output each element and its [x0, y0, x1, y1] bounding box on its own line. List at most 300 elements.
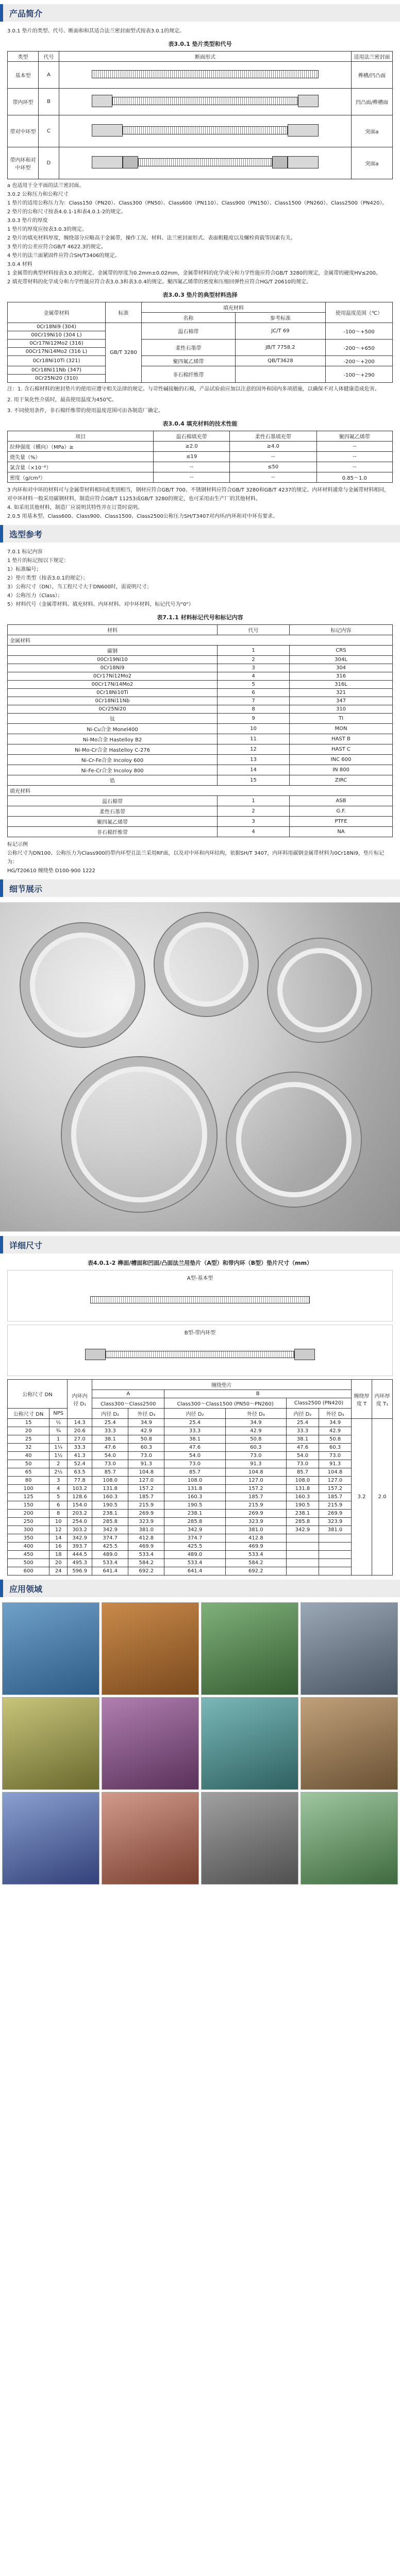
- table-cell: 469.9: [225, 1543, 286, 1551]
- table-cell: 20: [8, 1427, 49, 1435]
- table-note: 3. 不同使用条件，非石棉纤维带的使用温度范围可由各制造厂确定。: [7, 408, 163, 414]
- table-cell: 342.9: [286, 1526, 319, 1534]
- table-cell: 16: [49, 1543, 68, 1551]
- table-cell: 带内环型: [8, 89, 39, 115]
- application-image: [102, 1602, 199, 1695]
- table-cell: 1: [218, 796, 290, 806]
- table-cell: 0Cr18Ni10Ti (321): [8, 356, 106, 366]
- table-cell: 185.7: [225, 1493, 286, 1501]
- table-cell: 500: [8, 1559, 49, 1567]
- table-cell: 柔性石墨带: [8, 806, 218, 817]
- table-cell: 54.0: [164, 1452, 225, 1460]
- table-cell: G.F.: [290, 806, 393, 817]
- table-header: Class2500 (PN420): [286, 1398, 351, 1409]
- table-cell: [319, 1534, 351, 1543]
- table-cell: 0Cr25Ni20: [8, 705, 218, 714]
- table-cell: 347: [290, 697, 393, 705]
- table-cell: 0Cr18Ni9 (304): [8, 323, 106, 331]
- table-cell: 316L: [290, 681, 393, 689]
- paragraph: 2 填充带材料的化学成分和力学性能应符合表3.0.3和表3.0.4的规定。聚四氟乙烯带的密度和压缩回弹性应符合HG/T 20610的规定。: [7, 279, 312, 285]
- example-title: 标记示例: [7, 842, 28, 848]
- table-cell: PTFE: [290, 817, 393, 827]
- table-cell: [319, 1567, 351, 1575]
- table-cell: --: [316, 462, 392, 472]
- table-cell: 584.2: [128, 1559, 164, 1567]
- table-cell: ≥2.0: [154, 442, 229, 452]
- table-cell: 190.5: [92, 1501, 128, 1510]
- table-cell: 6: [218, 689, 290, 697]
- table-cell: 4: [49, 1485, 68, 1493]
- table-cell: 425.5: [164, 1543, 225, 1551]
- thickness-cell: 3.2: [352, 1419, 372, 1575]
- table-header: 填充材料: [142, 302, 326, 313]
- table-row: [8, 806, 393, 817]
- table-cell: 0.85～1.0: [316, 472, 392, 483]
- table-cell: [286, 1551, 319, 1559]
- table-cell: ≤19: [154, 452, 229, 462]
- selection-block: [0, 548, 400, 875]
- table-cell: 3: [218, 817, 290, 827]
- table-header: Class300～Class1500 (PN50～PN260): [164, 1398, 287, 1409]
- table-cell: 0Cr18Ni9: [8, 664, 218, 672]
- table-cell: HAST C: [290, 744, 393, 755]
- table-header: 代号: [218, 625, 290, 635]
- table-cell: 氯含量（×10⁻⁶）: [8, 462, 154, 472]
- table-cell: -200～+650: [326, 340, 393, 356]
- table-row: [8, 1444, 393, 1452]
- paragraph: 1）标准编号；: [7, 567, 42, 572]
- table-row: [8, 1518, 393, 1526]
- table-cell: 91.3: [128, 1460, 164, 1468]
- table-cell: 温石棉带: [142, 323, 236, 340]
- table-cell: 42.9: [319, 1427, 351, 1435]
- section-header-intro: [0, 4, 400, 22]
- table-cell: 7: [218, 697, 290, 705]
- table-row: [8, 1543, 393, 1551]
- table-cell: 8: [49, 1510, 68, 1518]
- table-row: [8, 89, 393, 115]
- table-cell: 60.3: [225, 1444, 286, 1452]
- table-cell: 47.6: [286, 1444, 319, 1452]
- table-row: [8, 1452, 393, 1460]
- table-cell: 非石棉纤维带: [8, 827, 218, 837]
- table-cell: 00Cr17Ni14Mo2: [8, 681, 218, 689]
- table-header: 使用温度范围（℃）: [326, 302, 393, 323]
- table-row: [8, 672, 393, 681]
- table-header: 温石棉填充带: [154, 431, 229, 442]
- table-cell: ≥4.0: [229, 442, 316, 452]
- table-cell: 47.6: [92, 1444, 128, 1452]
- table-cell: 33.3: [92, 1427, 128, 1435]
- table-cell: 108.0: [92, 1477, 128, 1485]
- table-cell: [319, 1543, 351, 1551]
- table-cell: 33.3: [286, 1427, 319, 1435]
- table-cell: 104.8: [225, 1468, 286, 1477]
- table-cell: 42.9: [128, 1427, 164, 1435]
- table-row: [8, 646, 393, 656]
- table-cell: --: [229, 472, 316, 483]
- table-cell: 0Cr17Ni12Mo2: [8, 672, 218, 681]
- table-cell: Ni-Cr-Fe合金 Incoloy 600: [8, 755, 218, 765]
- table-cell: 带内环和对中环型: [8, 147, 39, 179]
- table-cell: 拉伸强度（横向）（MPa）≥: [8, 442, 154, 452]
- table-cell: 5: [49, 1493, 68, 1501]
- table-cell: 25: [8, 1435, 49, 1444]
- table-cell: 100: [8, 1485, 49, 1493]
- table-cell: 412.8: [225, 1534, 286, 1543]
- table-cell: 带对中环型: [8, 115, 39, 147]
- table-cell: 25.4: [92, 1419, 128, 1427]
- table-cell: 321: [290, 689, 393, 697]
- table-cell: 凹凸面/榫槽面: [352, 89, 393, 115]
- table-cell: 42.9: [225, 1427, 286, 1435]
- section-header-selection: [0, 525, 400, 543]
- table-cell: 495.3: [68, 1559, 92, 1567]
- table-cell: 50.8: [225, 1435, 286, 1444]
- application-image: [102, 1697, 199, 1790]
- table-cell: 108.0: [164, 1477, 225, 1485]
- section-header-photo: [0, 879, 400, 897]
- table-cell: 00Cr17Ni14Mo2 (316 L): [8, 348, 106, 356]
- table-row: [8, 323, 393, 331]
- table-cell: 91.3: [319, 1460, 351, 1468]
- table-cell: 85.7: [164, 1468, 225, 1477]
- table-cell: 85.7: [92, 1468, 128, 1477]
- table-cell: 323.9: [225, 1518, 286, 1526]
- table-cell: 103.2: [68, 1485, 92, 1493]
- table-cell: 160.3: [92, 1493, 128, 1501]
- table-cell: 238.1: [286, 1510, 319, 1518]
- table-cell: 342.9: [92, 1526, 128, 1534]
- table-cell: 127.0: [319, 1477, 351, 1485]
- table-cell: 40: [8, 1452, 49, 1460]
- table-cell: --: [316, 452, 392, 462]
- table-cell: 157.2: [319, 1485, 351, 1493]
- table-cell: 533.4: [128, 1551, 164, 1559]
- table-cell: 80: [8, 1477, 49, 1485]
- ring-thickness-cell: 2.0: [372, 1419, 393, 1575]
- table-header: 缠绕垫片: [92, 1380, 352, 1390]
- type-a-diagram: [7, 1270, 393, 1321]
- table-header: 公称尺寸 DN: [8, 1380, 68, 1409]
- table-cell: 20: [49, 1559, 68, 1567]
- table-cell: [319, 1551, 351, 1559]
- table-cell: 9: [218, 714, 290, 724]
- table-header: 公称尺寸 DN: [8, 1409, 49, 1419]
- table-cell: 692.2: [225, 1567, 286, 1575]
- application-image: [2, 1697, 99, 1790]
- table-cell: 65: [8, 1468, 49, 1477]
- table-header: Class300～Class2500: [92, 1398, 164, 1409]
- table-cell: 12: [49, 1526, 68, 1534]
- paragraph: 3.0.2 公称压力和公称尺寸: [7, 192, 69, 197]
- table-cell: 34.9: [225, 1419, 286, 1427]
- table-header: 内环厚度 T₁: [372, 1380, 393, 1419]
- table-row: [8, 796, 393, 806]
- table-cell: 碳钢: [8, 646, 218, 656]
- section-header-application: [0, 1580, 400, 1597]
- table-cell: 444.5: [68, 1551, 92, 1559]
- table-row: [8, 1534, 393, 1543]
- table-row: [8, 714, 393, 724]
- paragraph: 4 垫片的法兰面紧固件应符合SH/T3406的规定。: [7, 253, 120, 259]
- table-cell: 00Cr19Ni10: [8, 656, 218, 664]
- table-cell: 0Cr18Ni10Ti: [8, 689, 218, 697]
- table-cell: ¾: [49, 1427, 68, 1435]
- table-cell: 489.0: [164, 1551, 225, 1559]
- table-cell: [286, 1543, 319, 1551]
- table-cell: 柔性石墨带: [142, 340, 236, 356]
- paragraph: 1 垫片的厚度应按表3.0.3的规定。: [7, 227, 87, 232]
- application-image: [301, 1792, 398, 1885]
- table-header: 内径 D₂: [164, 1409, 225, 1419]
- table-row: [8, 827, 393, 837]
- table-cell: 73.0: [164, 1460, 225, 1468]
- table-cell: 14.3: [68, 1419, 92, 1427]
- section-title: 细节展示: [9, 884, 43, 894]
- paragraph: 3）公称尺寸（DN），当工程尺寸大于DN600时，需说明尺寸；: [7, 584, 152, 590]
- table-cell: 非石棉纤维带: [142, 366, 236, 383]
- table-cell: 342.9: [164, 1526, 225, 1534]
- table-cell: 烧失量（%）: [8, 452, 154, 462]
- table-cell: 25.4: [286, 1419, 319, 1427]
- table-cell: 2: [218, 656, 290, 664]
- table-cell: JB/T 7758.2: [235, 340, 325, 356]
- table-cell: 316: [290, 672, 393, 681]
- size-rows: [8, 1419, 393, 1575]
- paragraph: 3 垫片的公差应符合GB/T 4622.3的规定。: [7, 244, 106, 250]
- table-cell: -100～+290: [326, 366, 393, 383]
- table-cell: 269.9: [128, 1510, 164, 1518]
- table-cell: 104.8: [319, 1468, 351, 1477]
- diagram-label: B型-带内环型: [184, 1330, 216, 1336]
- table-cell: 15: [218, 775, 290, 786]
- table-cell: 215.9: [319, 1501, 351, 1510]
- example-text: 公称尺寸为DN100、公称压力为Class900的带内环型且法兰采用RF面，以及对中环和内环结构，依据SH/T 3407，内环料用碳钢金属带材料为0Cr18Ni9，垫片标记为：: [7, 851, 385, 865]
- table-cell: 突面a: [352, 115, 393, 147]
- detail-block: [0, 1259, 400, 1575]
- table-cell: 25.4: [164, 1419, 225, 1427]
- table-row: [8, 765, 393, 775]
- table-row: [8, 1427, 393, 1435]
- table-header: 柔性石墨填充带: [229, 431, 316, 442]
- table-cell: 104.8: [128, 1468, 164, 1477]
- paragraph: 3 内环和对中环的材料可与金属带材料相同或类别相当，钢材应符合GB/T 700、不锈钢材料应符合GB/T 3280和GB/T 4237的规定。内环材料通常与金属带材料相同，对中环材料一般采用碳钢材料，制造应符合GB/T 11253或GB/T 3280的规定，也可采用由生产厂的其他材料。: [7, 487, 390, 502]
- table-cell: 温石棉带: [8, 796, 218, 806]
- table-cell: 374.7: [92, 1534, 128, 1543]
- table-cell: 2: [218, 806, 290, 817]
- table-header: 断面形式: [59, 52, 352, 62]
- table-cell: 425.5: [92, 1543, 128, 1551]
- table-cell: JC/T 69: [235, 323, 325, 340]
- table-header: 缠绕厚度 T: [352, 1380, 372, 1419]
- table-cell: 108.0: [286, 1477, 319, 1485]
- table-cell: 52.4: [68, 1460, 92, 1468]
- table-cell: 125: [8, 1493, 49, 1501]
- table-header: 金属带材料: [8, 302, 106, 323]
- gasket-diagram: [59, 115, 352, 147]
- table-header: 项目: [8, 431, 154, 442]
- table-cell: 127.0: [225, 1477, 286, 1485]
- table-row: [8, 744, 393, 755]
- table-cell: 32: [8, 1444, 49, 1452]
- table-cell: 310: [290, 705, 393, 714]
- table-cell: 342.9: [68, 1534, 92, 1543]
- example-code: HG/T20610 缠绕垫 D100-900 1222: [7, 868, 96, 874]
- table-row: [8, 1485, 393, 1493]
- table-cell: HAST B: [290, 734, 393, 744]
- table-cell: 190.5: [164, 1501, 225, 1510]
- table-header: 内径 D₂: [92, 1409, 128, 1419]
- table-cell: 榫槽/凹凸面: [352, 62, 393, 89]
- table-cell: 4: [218, 827, 290, 837]
- table-cell: 131.8: [164, 1485, 225, 1493]
- table-cell: 215.9: [128, 1501, 164, 1510]
- application-image: [2, 1792, 99, 1885]
- table-cell: 34.9: [319, 1419, 351, 1427]
- section-title: 应用领域: [9, 1584, 43, 1594]
- table-row: [8, 1477, 393, 1485]
- table-cell: 128.6: [68, 1493, 92, 1501]
- application-image: [2, 1602, 99, 1695]
- table-cell: 381.0: [225, 1526, 286, 1534]
- metal-rows: [8, 646, 393, 786]
- intro-block: [0, 27, 400, 521]
- table-cell: 190.5: [286, 1501, 319, 1510]
- table-header: NPS: [49, 1409, 68, 1419]
- table-cell: CRS: [290, 646, 393, 656]
- table-row: [8, 1468, 393, 1477]
- table-cell: 412.8: [128, 1534, 164, 1543]
- table-header: 类型: [8, 52, 39, 62]
- table-row: [8, 705, 393, 714]
- table-cell: 20.6: [68, 1427, 92, 1435]
- table-cell: 14: [49, 1534, 68, 1543]
- table-cell: IN 800: [290, 765, 393, 775]
- paragraph: 2）垫片类型（按表3.0.1的规定）；: [7, 575, 88, 581]
- table-cell: 50: [8, 1460, 49, 1468]
- table-note: a 也适用于全平面的法兰密封面。: [7, 183, 85, 189]
- table-cell: 38.1: [92, 1435, 128, 1444]
- table-row: [8, 689, 393, 697]
- table-cell: 160.3: [164, 1493, 225, 1501]
- table-row: [8, 1567, 393, 1575]
- table-cell: 3: [49, 1477, 68, 1485]
- table-cell: 60.3: [128, 1444, 164, 1452]
- table-row: [8, 147, 393, 179]
- table-cell: [286, 1567, 319, 1575]
- table-header: 代号: [39, 52, 59, 62]
- table-cell: 300: [8, 1526, 49, 1534]
- table-row: [8, 1501, 393, 1510]
- table-cell: 1½: [49, 1452, 68, 1460]
- table-cell: 14: [218, 765, 290, 775]
- product-photo: [0, 902, 400, 1232]
- table-note: 2. 用于氧化性介质时，最高使用温度为450℃。: [7, 397, 118, 403]
- table-cell: 157.2: [128, 1485, 164, 1493]
- table-cell: 127.0: [128, 1477, 164, 1485]
- table-cell: 203.2: [68, 1510, 92, 1518]
- table-cell: 0Cr18Ni11Nb (347): [8, 366, 106, 375]
- table-cell: 聚四氟乙烯带: [8, 817, 218, 827]
- table-cell: 4: [218, 672, 290, 681]
- table-cell: --: [154, 462, 229, 472]
- paragraph: 2.0.5 用基本型、Class600、Class900、Class1500、Class2500公称压力SH/T3407对内环/内环和对中环有要求。: [7, 514, 278, 519]
- table-row: [8, 1419, 393, 1427]
- gasket-diagram: [59, 89, 352, 115]
- table-header: 外径 D₃: [319, 1409, 351, 1419]
- application-image: [201, 1792, 298, 1885]
- table-cell: Ni-Mo-Cr合金 Hastelloy C-276: [8, 744, 218, 755]
- application-image: [301, 1602, 398, 1695]
- table-cell: 11: [218, 734, 290, 744]
- application-image: [201, 1602, 298, 1695]
- table-cell: 13: [218, 755, 290, 765]
- table-cell: 18: [49, 1551, 68, 1559]
- paragraph: 7.0.1 标记内容: [7, 549, 43, 555]
- table-header: 外径 D₃: [128, 1409, 164, 1419]
- paragraph: 1 垫片的适用公称压力为：Class150（PN20）、Class300（PN50）、Class600（PN110）、Class900（PN150）、Class1500（PN260）、Class2500（PN420）。: [7, 200, 388, 206]
- table-cell: 41.3: [68, 1452, 92, 1460]
- table-cell: 489.0: [92, 1551, 128, 1559]
- table-cell: 185.7: [319, 1493, 351, 1501]
- table-row: [8, 697, 393, 705]
- table-cell: 269.9: [225, 1510, 286, 1518]
- table-row: [8, 356, 393, 366]
- table-row: [8, 62, 393, 89]
- table-cell: ASB: [290, 796, 393, 806]
- gasket-diagram: [59, 62, 352, 89]
- paragraph: 3.0.3 垫片的厚度: [7, 218, 48, 224]
- table-cell: NA: [290, 827, 393, 837]
- table-cell: 150: [8, 1501, 49, 1510]
- table-cell: [286, 1534, 319, 1543]
- gasket-diagram: [59, 147, 352, 179]
- table-header: 聚四氟乙烯带: [316, 431, 392, 442]
- table-cell: 突面a: [352, 147, 393, 179]
- table-header: 内径 D₂: [286, 1409, 319, 1419]
- table-row: [8, 1493, 393, 1501]
- table-cell: C: [39, 115, 59, 147]
- table-cell: 238.1: [92, 1510, 128, 1518]
- table-cell: 33.3: [164, 1427, 225, 1435]
- paragraph: 4）公称压力（Class）；: [7, 593, 63, 599]
- paragraph: 2 垫片的公称尺寸按表4.0.1-1和表4.0.1-2的规定。: [7, 209, 126, 215]
- table-row: [8, 1551, 393, 1559]
- table-cell: [235, 366, 325, 383]
- table-cell: 374.7: [164, 1534, 225, 1543]
- table-cell: 350: [8, 1534, 49, 1543]
- table-cell: 450: [8, 1551, 49, 1559]
- table-cell: QB/T3628: [235, 356, 325, 366]
- table-cell: 63.5: [68, 1468, 92, 1477]
- table-cell: -100～+500: [326, 323, 393, 340]
- table-cell: 38.1: [164, 1435, 225, 1444]
- table-cell: 533.4: [225, 1551, 286, 1559]
- table-cell: [286, 1559, 319, 1567]
- section-header-detail: [0, 1236, 400, 1253]
- table-note: 注：1. 含石棉材料的密封垫片的使用应遵守相关法律的规定。与苛性碱接触的石棉，产品试验前应加以注意的国外和国内多项措施，以确保不对人体健康造成危害。: [7, 386, 380, 392]
- table-row: [8, 366, 393, 375]
- table-row: [8, 1559, 393, 1567]
- table-cell: 160.3: [286, 1493, 319, 1501]
- table-cell: Ni-Fe-Cr合金 Incoloy 800: [8, 765, 218, 775]
- table-cell: INC 600: [290, 755, 393, 765]
- table-row: [8, 656, 393, 664]
- table-cell: A: [39, 62, 59, 89]
- table-cell: 钛: [8, 714, 218, 724]
- table-cell: 533.4: [164, 1559, 225, 1567]
